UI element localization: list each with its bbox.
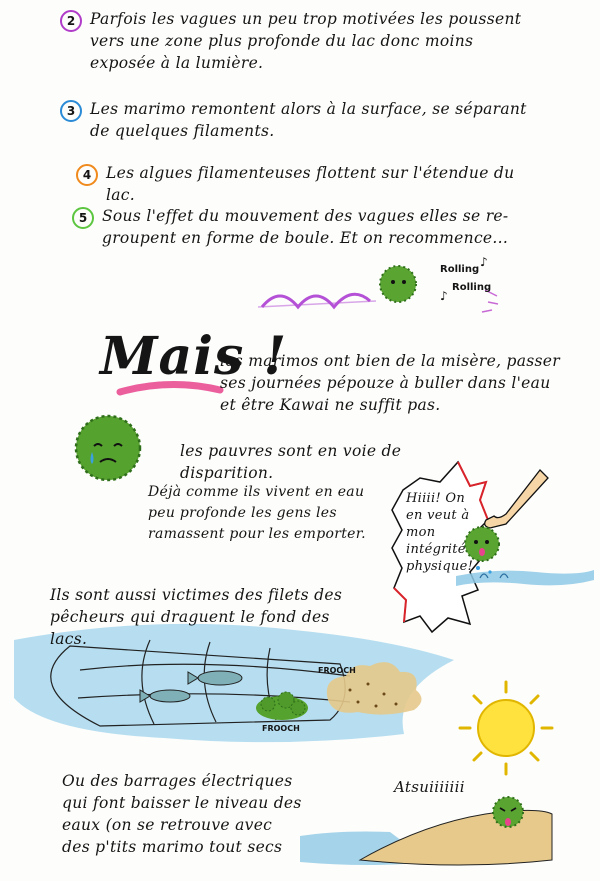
frooch-2: FROOCH <box>262 724 300 733</box>
svg-text:♪: ♪ <box>440 289 448 303</box>
extinction-text: les pauvres sont en voie de disparition. <box>180 442 402 482</box>
rolling-label-2: Rolling <box>452 282 492 293</box>
sun <box>460 682 552 774</box>
step-3-text: Les marimo remontent alors à la surface, se séparant de quelques filaments. <box>90 100 527 140</box>
frooch-1: FROOCH <box>318 666 356 675</box>
crying-marimo <box>76 416 140 480</box>
step-4-text: Les algues filamenteuses flottent sur l'étendue du lac. <box>106 164 515 204</box>
hand <box>485 470 548 528</box>
pond <box>456 570 594 586</box>
nets-text: Ils sont aussi victimes des filets des pêcheurs qui draguent le fond des lacs. <box>50 586 343 648</box>
svg-text:♪: ♪ <box>480 255 488 269</box>
mais-title: Mais ! <box>100 326 288 387</box>
collect-text: Déjà comme ils vivent en eau peu profonde les gens les ramassent pour les emporter. <box>148 484 366 542</box>
bubble-text: Hiiii! On en veut à mon intégrité physique! <box>406 491 474 574</box>
dry-marimo <box>493 797 523 827</box>
atsui-text: Atsuiiiiiii <box>394 778 465 796</box>
dams-text: Ou des barrages électriques qui font baisser le niveau des eaux (on se retrouve avec des p'tits marimo tout secs <box>62 772 302 856</box>
step-2-text: Parfois les vagues un peu trop motivées les poussent vers une zone plus profonde du lac donc moins exposée à la lumière. <box>90 10 522 72</box>
step-number-5: 5 <box>72 207 94 229</box>
rolling-marimo <box>380 266 416 302</box>
step-number-3: 3 <box>60 100 82 122</box>
step-5-text: Sous l'effet du mouvement des vagues elles se re-groupent en forme de boule. Et on recommence... <box>102 207 509 247</box>
mais-text: les marimos ont bien de la misère, passer ses journées pépouze à buller dans l'eau et être Kawai ne suffit pas. <box>220 352 560 414</box>
rolling-label-1: Rolling <box>440 264 480 275</box>
step-number-4: 4 <box>76 164 98 186</box>
step-number-2: 2 <box>60 10 82 32</box>
rolling-path <box>262 294 370 307</box>
